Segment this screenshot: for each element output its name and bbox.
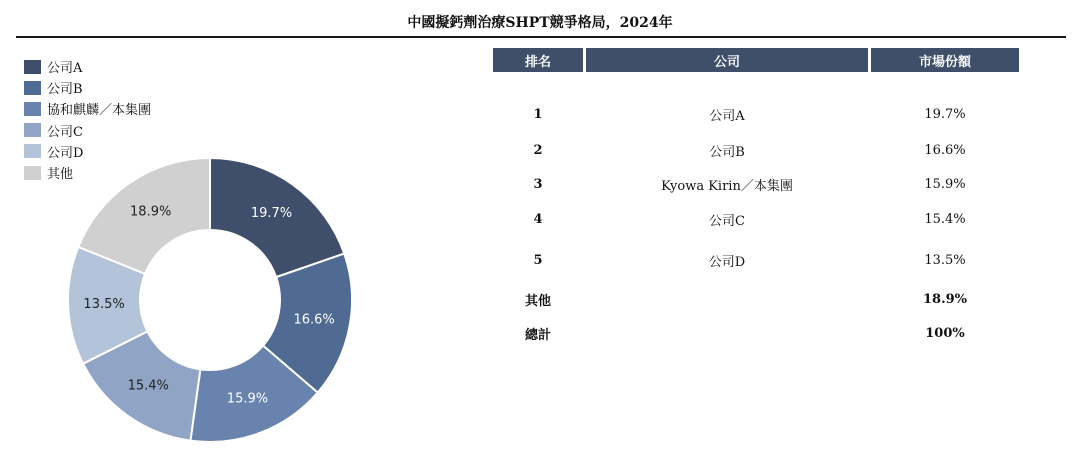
legend-swatch — [24, 81, 41, 95]
table-row — [493, 104, 1019, 124]
table-row — [493, 250, 1019, 270]
legend-label: 公司D — [47, 145, 84, 161]
row-company: 公司B — [709, 144, 745, 160]
row-rank: 1 — [533, 106, 543, 122]
legend-swatch — [24, 60, 41, 74]
header-company: 公司 — [586, 48, 868, 72]
row-share: 15.4% — [924, 211, 966, 227]
row-rank: 2 — [533, 142, 543, 158]
row-company: 公司C — [709, 213, 745, 229]
row-share: 15.9% — [924, 176, 966, 192]
slice-label: 13.5% — [83, 296, 125, 312]
title-rule — [16, 36, 1066, 38]
row-rank: 3 — [533, 176, 543, 192]
slice-label: 15.9% — [226, 391, 269, 407]
legend-label: 公司A — [47, 61, 83, 77]
row-share: 18.9% — [922, 291, 967, 307]
table-header — [493, 48, 1019, 72]
slice-label: 15.4% — [127, 378, 169, 394]
legend-item — [24, 77, 151, 98]
table-row — [493, 140, 1019, 160]
legend-swatch — [24, 123, 41, 137]
table-row — [493, 174, 1019, 194]
row-company: Kyowa Kirin／本集團 — [661, 178, 793, 194]
legend-swatch — [24, 102, 41, 116]
row-rank: 其他 — [524, 293, 551, 309]
header-share: 市場份額 — [871, 48, 1019, 72]
row-share: 100% — [925, 325, 965, 341]
row-rank: 4 — [533, 211, 543, 227]
row-rank: 5 — [533, 252, 543, 268]
legend-item — [24, 120, 151, 141]
legend-label: 公司B — [47, 82, 83, 98]
donut-chart — [60, 150, 360, 450]
table-row — [493, 289, 1019, 309]
row-company: 公司A — [709, 108, 745, 124]
row-share: 19.7% — [924, 106, 966, 122]
legend-item — [24, 98, 151, 119]
row-share: 13.5% — [924, 252, 966, 268]
legend-label: 公司C — [47, 124, 83, 140]
table-row — [493, 323, 1019, 343]
slice-label: 19.7% — [250, 206, 293, 222]
legend-swatch — [24, 144, 41, 158]
row-company: 公司D — [708, 254, 746, 270]
header-rank: 排名 — [493, 48, 583, 72]
chart-title: 中國擬鈣劑治療SHPT競爭格局，2024年 — [407, 15, 673, 31]
legend-swatch — [24, 166, 41, 180]
legend-label: 其他 — [47, 167, 74, 183]
legend-item — [24, 56, 151, 77]
slice-label: 18.9% — [130, 204, 172, 220]
row-share: 16.6% — [924, 142, 966, 158]
market-share-table — [493, 48, 1019, 343]
legend-label: 協和麒麟／本集團 — [47, 103, 152, 119]
table-row — [493, 209, 1019, 229]
slice-label: 16.6% — [293, 312, 335, 328]
row-rank: 總計 — [524, 327, 551, 343]
